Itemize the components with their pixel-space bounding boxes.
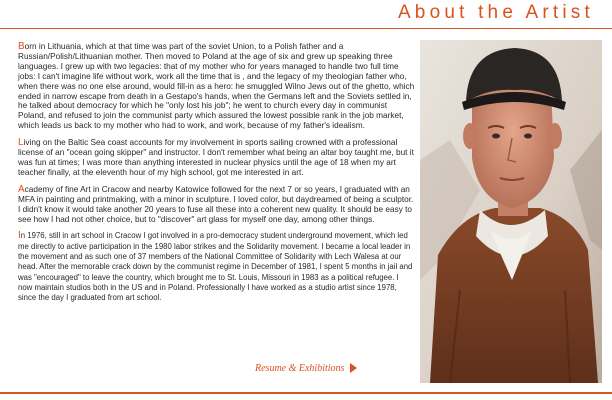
- portrait-illustration: [420, 40, 602, 383]
- artist-portrait-photo: [420, 40, 602, 383]
- bio-paragraph-1: [18, 42, 415, 131]
- paragraph-text: n 1976, still in art school in Cracow I got involved in a pro-democracy student underground movement, which led me directly to active participation in the 1980 labor strikes and the Solidarity movement. I became a local leader in the movement and as such one of 37 members of the National Committee of Solidarity with Lech Walesa at our head. After the memorable crack down by the communist regime in December of 1981, I spent 5 months in jail and was "encouraged" to leave the country, which brought me to St. Louis, Missouri in 1983 as a political refugee. I now maintain studios both in the US and in Poland. Professionally I have worked as a studio artist since 1978, since the day I graduated from art school.: [18, 231, 413, 303]
- bottom-divider: [0, 392, 612, 394]
- drop-cap: I: [18, 230, 21, 242]
- paragraph-text: cademy of fine Art in Cracow and nearby Katowice followed for the next 7 or so years, I graduated with an MFA in painting and printmaking, with a minor in sculpture. I loved color, but daydreamed of being a sculptor. I didn't know it would take another 20 years to fuse all these into a coherent new quality. It should be easy to see how I had not other choice, but to "discover" art glass for myself one day, among other things.: [18, 184, 414, 224]
- bio-paragraph-2: [18, 138, 415, 178]
- page-title: About the Artist: [397, 2, 594, 23]
- bio-text: [18, 42, 415, 310]
- bio-paragraph-3: [18, 185, 415, 225]
- drop-cap: B: [18, 41, 25, 52]
- bio-paragraph-4: [18, 231, 415, 303]
- paragraph-text: iving on the Baltic Sea coast accounts for my involvement in sports sailing crowned with a professional license of an "ocean going skipper" and instructor. I don't remember what being an altar boy taught me, but it was fun at times; I was more than anything interested in nuclear physics until the age of 18 when my art teacher finally, at the eleventh hour of my high school, got me interested in art.: [18, 138, 414, 177]
- resume-exhibitions-link[interactable]: [255, 361, 357, 375]
- drop-cap: L: [18, 137, 24, 149]
- paragraph-text: orn in Lithuania, which at that time was part of the soviet Union, to a Polish father and a Russian/Polish/Lithuanian mother. Then moved to Poland at the age of six and grew up speaking three languages. I grew up with two legacies: that of my mother who for years managed to handle two full time jobs: I can't imagine life without work, work all the time that is , and the legacy of my theologian father who, when there was no one else around, would fill-in as a hero: he smuggled Wilno Jews out of the ghetto, which ended in narrow escape from death in a Gestapo's hands, when the Germans left and the Soviets settled in, he talked about democracy for which he "only lost his job"; he went to church every day in communist Poland, and refused to join the communist party which assured the lowest possible rank in the job market, which leads us back to my mother who had to work, and work, because of my father's idealism.: [18, 42, 415, 131]
- arrow-right-icon: [350, 363, 357, 373]
- drop-cap: A: [18, 183, 25, 195]
- resume-exhibitions-label: Resume & Exhibitions: [255, 362, 345, 374]
- top-divider: [0, 28, 612, 29]
